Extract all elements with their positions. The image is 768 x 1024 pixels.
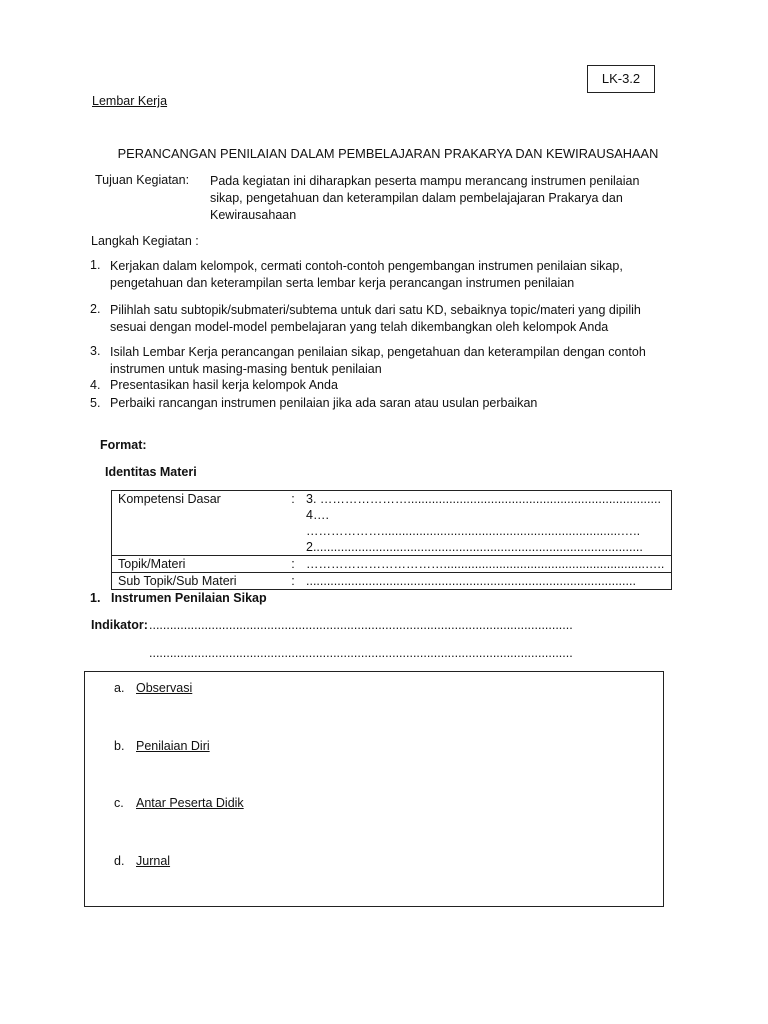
document-title: PERANCANGAN PENILAIAN DALAM PEMBELAJARAN PRAKARYA DAN KEWIRAUSAHAAN [117,146,659,161]
step-text [110,258,623,292]
kd-value [300,491,672,556]
kd-colon: : [286,491,300,556]
step-line: Isilah Lembar Kerja perancangan penilaian sikap, pengetahuan dan keterampilan dengan contoh [110,345,646,359]
indikator-line: .......................................................................................................................... [149,618,573,632]
step-text [110,302,641,336]
tujuan-line: Pada kegiatan ini diharapkan peserta mampu merancang instrumen penilaian [210,174,640,188]
step-line: Presentasikan hasil kerja kelompok Anda [110,378,338,392]
langkah-label: Langkah Kegiatan : [91,234,199,248]
kd-line: 4…. ……………….....................................................................….. [306,508,641,538]
item-jurnal: Jurnal [136,854,171,868]
item-letter: c. [114,796,124,810]
identitas-label: Identitas Materi [105,465,197,479]
penilaian-box [84,671,664,907]
item-letter: a. [114,681,125,695]
subtopik-label: Sub Topik/Sub Materi [112,573,287,590]
tujuan-line: sikap, pengetahuan dan keterampilan dalam pembelajajaran Prakarya dan [210,191,623,205]
tujuan-text [210,173,639,224]
item-letter: d. [114,854,125,868]
format-label: Format: [100,438,147,452]
step-line: instrumen untuk masing-masing bentuk penilaian [110,362,382,376]
step-line: Perbaiki rancangan instrumen penilaian jika ada saran atau usulan perbaikan [110,396,538,410]
tujuan-label: Tujuan Kegiatan: [95,173,190,187]
indikator-line: .......................................................................................................................... [149,646,573,660]
indikator-label: Indikator: [91,618,148,632]
tujuan-line: Kewirausahaan [210,208,297,222]
topik-colon: : [286,556,300,573]
subtopik-value: ............................................................................................... [300,573,672,590]
topik-label: Topik/Materi [112,556,287,573]
step-number: 3. [90,344,101,358]
table-row [112,573,672,590]
step-line: sesuai dengan model-model pembelajaran yang telah dikembangkan oleh kelompok Anda [110,320,609,334]
kd-label: Kompetensi Dasar [112,491,287,556]
item-antar-peserta: Antar Peserta Didik [136,796,244,810]
document-code: LK-3.2 [601,71,641,86]
step-number: 5. [90,396,101,410]
section-title: Instrumen Penilaian Sikap [111,591,267,605]
item-letter: b. [114,739,125,753]
step-number: 2. [90,302,101,316]
document-heading: Lembar Kerja [92,94,168,108]
document-code-box [587,65,655,93]
section-number: 1. [90,591,101,605]
step-line: Kerjakan dalam kelompok, cermati contoh-contoh pengembangan instrumen penilaian sikap, [110,259,623,273]
step-line: Pilihlah satu subtopik/submateri/subtema untuk dari satu KD, sebaiknya topic/materi yang dipilih [110,303,641,317]
kd-line: 3. …………………......................................................................... [306,492,661,506]
topik-value: ……………………………..........................................................….. [300,556,672,573]
table-row [112,556,672,573]
step-number: 4. [90,378,101,392]
subtopik-colon: : [286,573,300,590]
step-number: 1. [90,258,101,272]
item-observasi: Observasi [136,681,193,695]
step-line: pengetahuan dan keterampilan serta lembar kerja perancangan instrumen penilaian [110,276,575,290]
item-penilaian-diri: Penilaian Diri [136,739,210,753]
table-row [112,491,672,556]
identitas-table [111,490,672,590]
step-text [110,344,646,378]
kd-line: 2............................................................................................... [306,540,643,554]
